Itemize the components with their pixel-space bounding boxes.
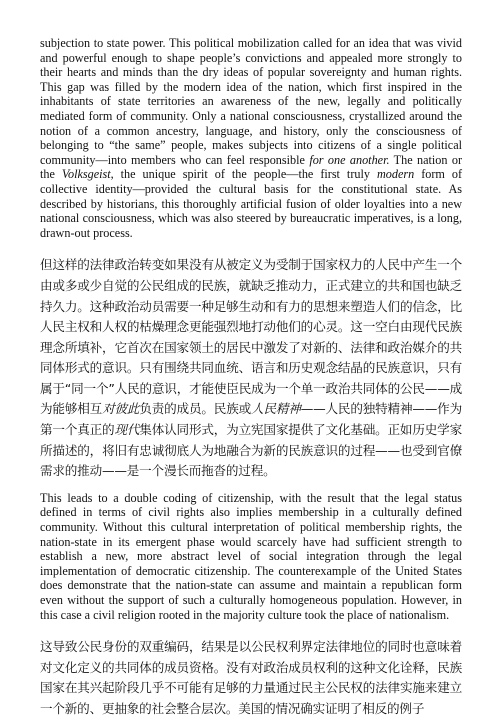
text-segment: subjection to state power. This political mobilization called for an idea that was vivid and powerful enough to shape people’s convictions and appealed more strongly to their hearts and minds than the dry ideas of popular sovereignty and human rights. This gap was filled by the modern idea of the nation, which first inspired in the inhabitants of state territories an awareness of the new, legally and politically mediated form of community. Only a national consciousness, crystallized around the notion of a common ancestry, language, and history, only the consciousness of belonging to “the same” people, makes subjects into citizens of a single political community—into members who can feel responsible <box>40 36 462 167</box>
text-segment: 但这样的法律政治转变如果没有从被定义为受制于国家权力的人民中产生一个由或多或少自觉的公民组成的民族，就缺乏推动力，正式建立的共和国也缺乏持久力。这种政治动员需要一种足够生动和有力的思想来塑造人们的信念，比人民主权和人权的枯燥理念更能强烈地打动他们的心灵。这一空白由现代民族理念所填补，它首次在国家领土的居民中激发了对新的、法律和政治媒介的共同体形式的意识。只有围绕共同血统、语言和历史观念结晶的民族意识，只有属于“同一个”人民的意识，才能使臣民成为一个单一政治共同体的公民——成为能够相互 <box>40 257 462 417</box>
text-segment: form of collective identity—provided the cultural basis for the constitutional state. As described by historians, this thoroughly artificial fusion of older loyalties into a new national consciousness, which was also steered by bureaucratic imperatives, is a long, drawn-out process. <box>40 167 463 240</box>
paragraph-chinese-1 <box>40 255 462 482</box>
text-segment-italic: for one another. <box>309 152 390 167</box>
text-segment: 负责的成员。民族或 <box>139 401 252 417</box>
paragraph-chinese-2 <box>40 637 462 719</box>
text-segment: 这导致公民身份的双重编码，结果是以公民权利界定法律地位的同时也意味着对文化定义的共同体的成员资格。没有对政治成员权利的这种文化诠释，民族国家在其兴起阶段几乎不可能有足够的力量通过民主公民权的法律实施来建立一个新的、更抽象的社会整合层次。美国的情况确实证明了相反的例子 <box>40 639 462 716</box>
text-segment-italic: 对彼此 <box>102 401 140 417</box>
text-segment-italic: modern <box>376 167 415 182</box>
text-segment-italic: 人民精神 <box>251 401 301 417</box>
paragraph-english-2 <box>40 491 462 622</box>
text-segment-italic: 现代 <box>114 422 140 438</box>
text-segment: ——人民的独特精神——作为第一个真正的 <box>40 401 462 438</box>
paragraph-english-1 <box>40 36 462 240</box>
text-segment: This leads to a double coding of citizenship, with the result that the legal status defined in terms of civil rights also implies membership in a culturally defined community. Without this cultural interpretation of political membership rights, the nation-state in its emergent phase would scarcely have had sufficient strength to establish a new, more abstract level of social integration through the legal implementation of democratic citizenship. The counterexample of the United States does demonstrate that the nation-state can assume and maintain a republican form even without the support of such a culturally homogeneous population. However, in this case a civil religion rooted in the majority culture took the place of nationalism. <box>40 490 462 622</box>
text-segment: 集体认同形式，为立宪国家提供了文化基础。正如历史学家所描述的，将旧有忠诚彻底人为地融合为新的民族意识的过程——也受到官僚需求的推动——是一个漫长而拖沓的过程。 <box>40 422 462 479</box>
text-segment-italic: Volksgeist <box>61 167 111 182</box>
text-segment: , the unique spirit of the people—the first truly <box>110 167 377 182</box>
text-segment: The nation or the <box>40 152 463 182</box>
